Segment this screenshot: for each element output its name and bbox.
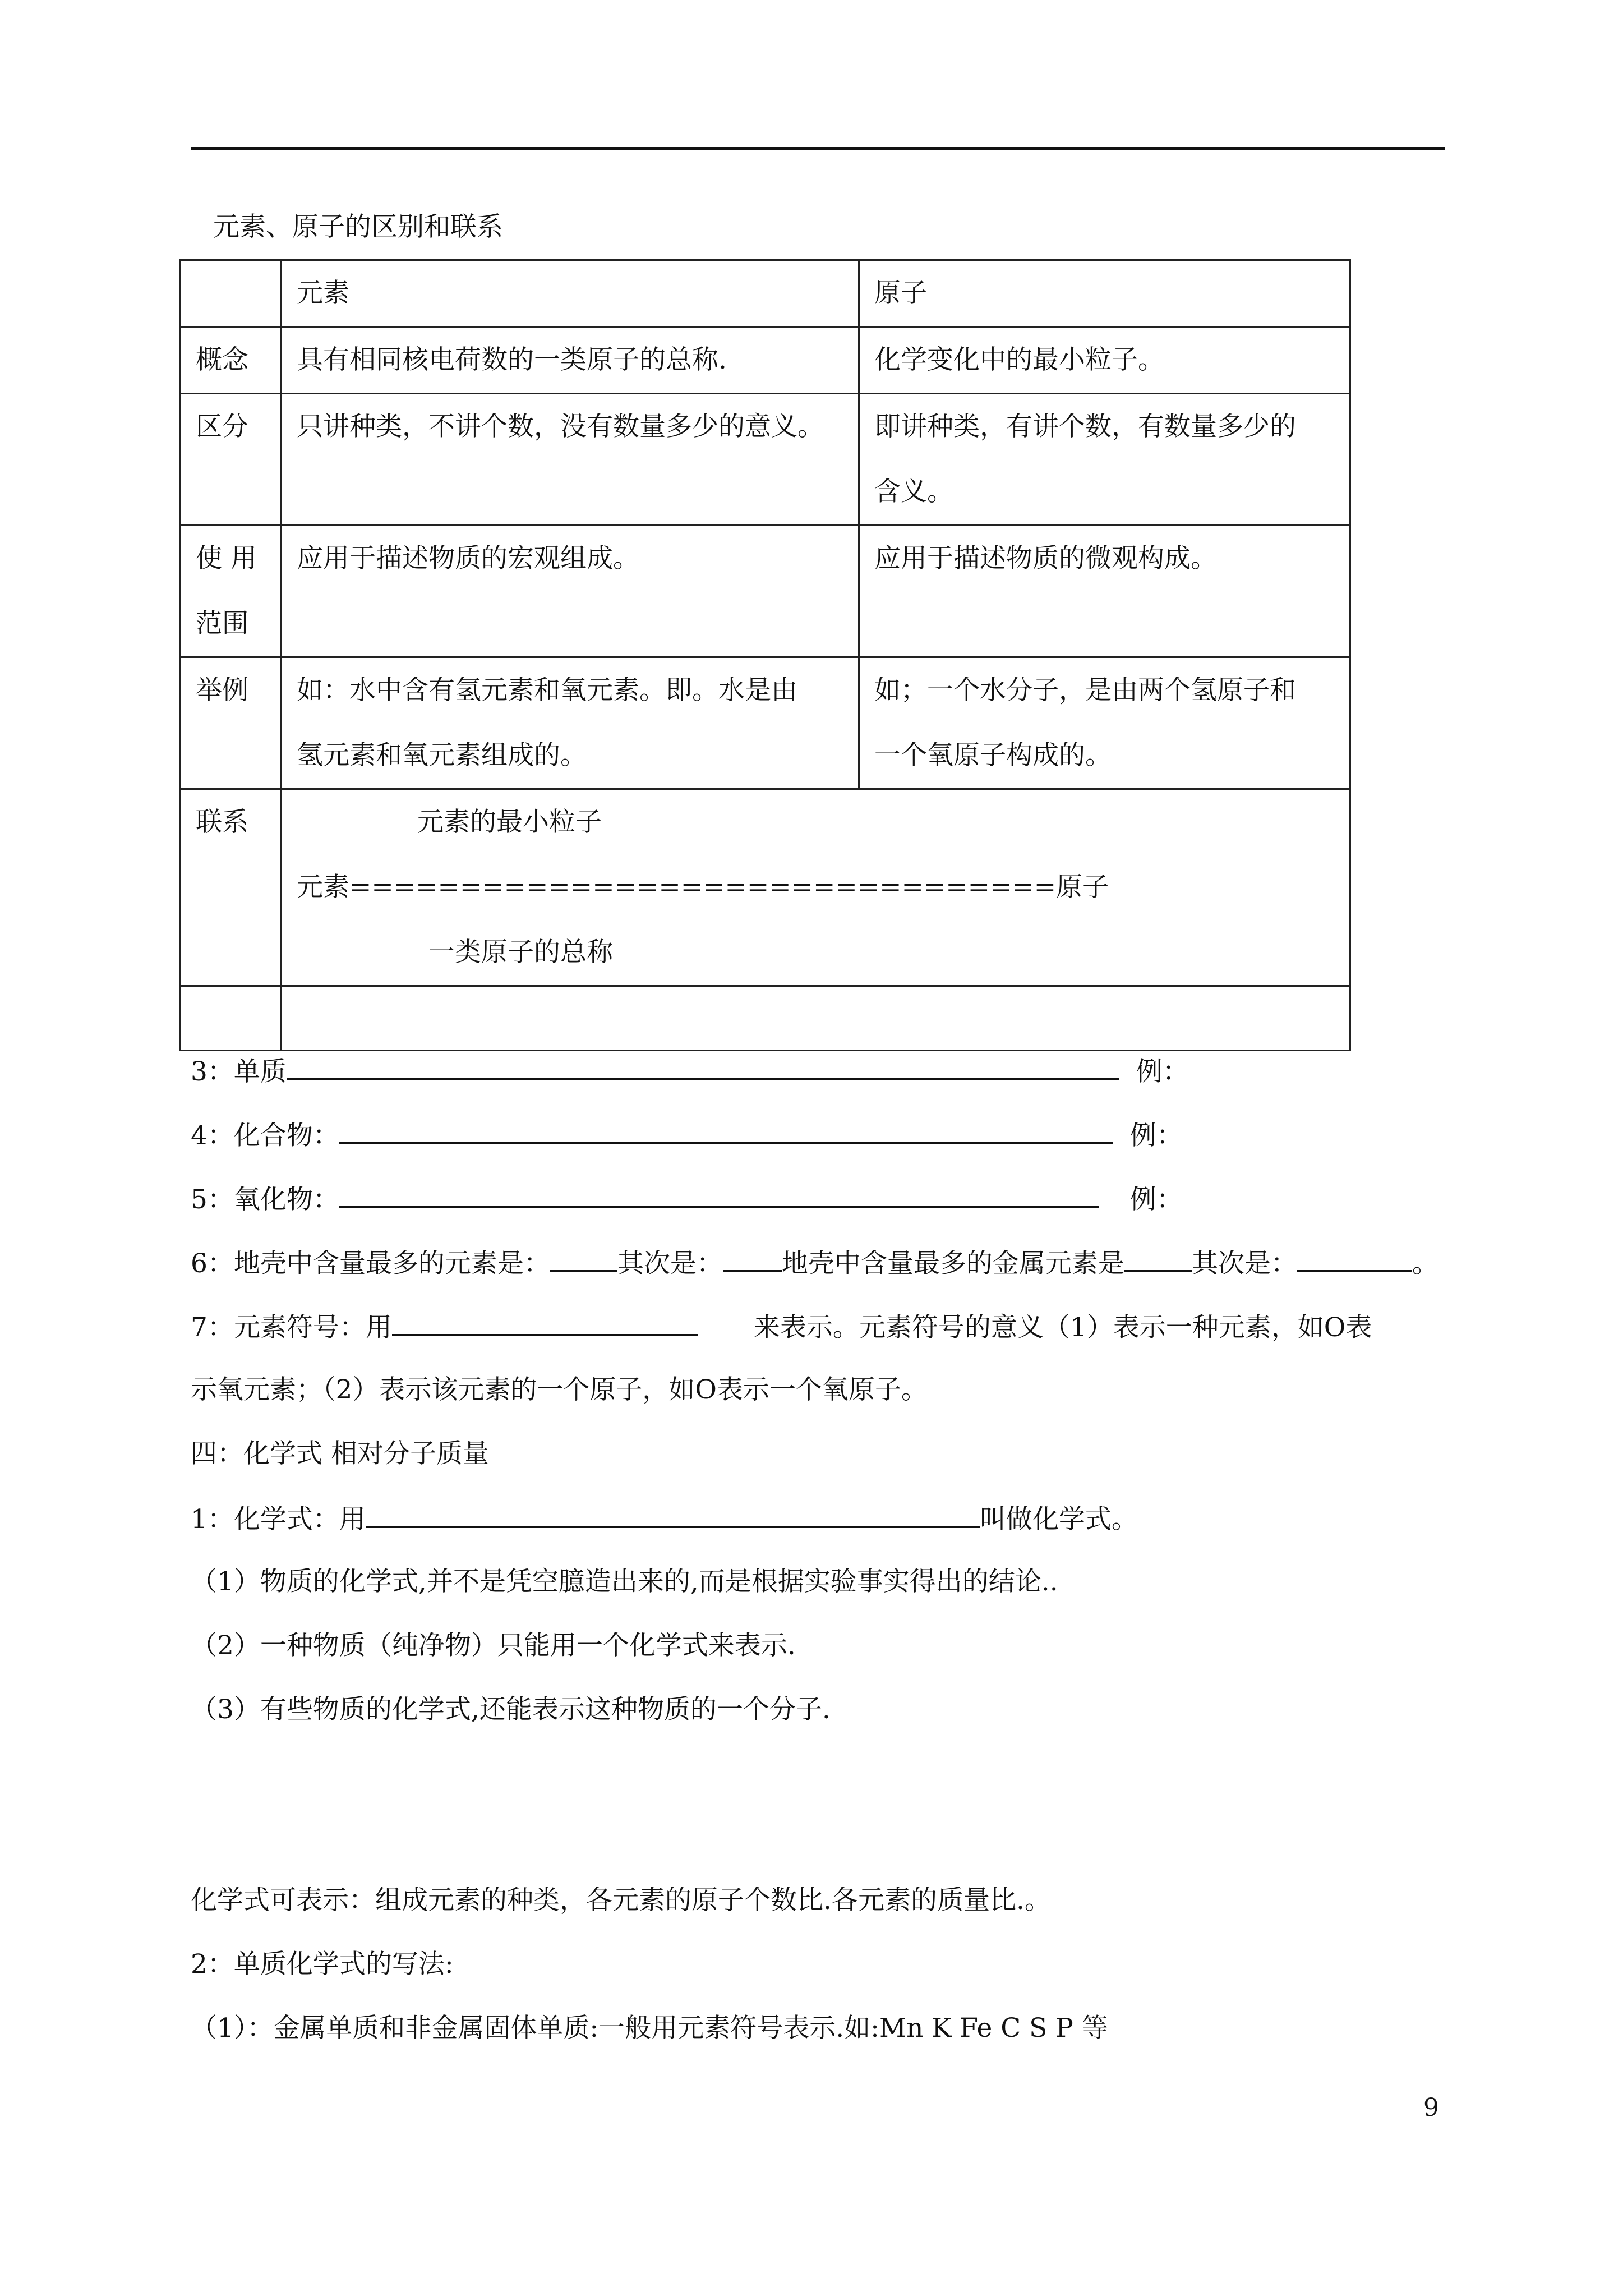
item-7-line2: 示氧元素；（2）表示该元素的一个原子，如O表示一个氧原子。 — [191, 1374, 928, 1405]
relation-cell — [282, 789, 1350, 986]
blank-line[interactable] — [366, 1501, 980, 1528]
blank-line[interactable] — [339, 1181, 1099, 1208]
writing-title: 2：单质化学式的写法: — [191, 1949, 454, 1980]
relation-bottom: 一类原子的总称 — [428, 937, 613, 968]
note-2: （2）一种物质（纯净物）只能用一个化学式来表示. — [191, 1630, 796, 1661]
table-header-row — [181, 260, 1350, 327]
header-rule — [191, 147, 1445, 150]
table-row — [181, 526, 1350, 657]
blank-line[interactable] — [287, 1053, 1119, 1080]
header-cell-element: 元素 — [282, 260, 859, 327]
blank-line[interactable] — [1297, 1245, 1412, 1272]
element-cell: 如：水中含有氢元素和氧元素。即。水是由 氢元素和氧元素组成的。 — [282, 657, 859, 789]
element-cell: 应用于描述物质的宏观组成。 — [282, 526, 859, 657]
formula-definition: 1：化学式：用 叫做化学式。 — [191, 1501, 1138, 1536]
item-3: 3：单质 例： — [191, 1053, 1189, 1089]
table-row-empty — [181, 986, 1350, 1051]
atom-cell: 化学变化中的最小粒子。 — [859, 327, 1350, 394]
blank-line[interactable] — [550, 1245, 617, 1272]
section-4-title: 四：化学式 相对分子质量 — [191, 1438, 489, 1469]
atom-cell: 如；一个水分子，是由两个氢原子和 一个氧原子构成的。 — [859, 657, 1350, 789]
item-4: 4：化合物： 例： — [191, 1117, 1183, 1153]
item-5: 5：氧化物： 例： — [191, 1181, 1183, 1217]
note-3: （3）有些物质的化学式,还能表示这种物质的一个分子. — [191, 1694, 831, 1725]
atom-cell: 即讲种类，有讲个数，有数量多少的 含义。 — [859, 394, 1350, 526]
page-number: 9 — [1423, 2093, 1439, 2122]
row-label: 举例 — [181, 657, 282, 789]
row-label: 概念 — [181, 327, 282, 394]
table-row — [181, 327, 1350, 394]
table-row — [181, 657, 1350, 789]
blank-line[interactable] — [723, 1245, 782, 1272]
row-label: 使 用 范围 — [181, 526, 282, 657]
relation-middle: 元素================================原子 — [297, 872, 1109, 903]
blank-line[interactable] — [1124, 1245, 1192, 1272]
writing-rule-1: （1）：金属单质和非金属固体单质:一般用元素符号表示.如:Mn K Fe C S P 等 — [191, 2013, 1108, 2044]
element-cell: 只讲种类，不讲个数，没有数量多少的意义。 — [282, 394, 859, 526]
blank-line[interactable] — [392, 1309, 698, 1336]
element-cell: 具有相同核电荷数的一类原子的总称. — [282, 327, 859, 394]
element-atom-table — [179, 259, 1351, 1051]
table-row — [181, 789, 1350, 986]
empty-cell — [282, 986, 1350, 1051]
formula-meaning: 化学式可表示：组成元素的种类，各元素的原子个数比.各元素的质量比.。 — [191, 1885, 1051, 1916]
relation-top: 元素的最小粒子 — [417, 807, 602, 838]
item-6: 6：地壳中含量最多的元素是： 其次是： 地壳中含量最多的金属元素是 其次是： 。 — [191, 1245, 1438, 1281]
table-caption: 元素、原子的区别和联系 — [213, 211, 503, 242]
header-cell-atom: 原子 — [859, 260, 1350, 327]
row-label: 区分 — [181, 394, 282, 526]
table-row — [181, 394, 1350, 526]
blank-line[interactable] — [339, 1117, 1113, 1144]
atom-cell: 应用于描述物质的微观构成。 — [859, 526, 1350, 657]
empty-cell — [181, 986, 282, 1051]
row-label: 联系 — [181, 789, 282, 986]
item-7: 7：元素符号：用 来表示。元素符号的意义（1）表示一种元素，如O表 — [191, 1309, 1372, 1345]
note-1: （1）物质的化学式,并不是凭空臆造出来的,而是根据实验事实得出的结论.. — [191, 1566, 1058, 1597]
header-cell-empty — [181, 260, 282, 327]
